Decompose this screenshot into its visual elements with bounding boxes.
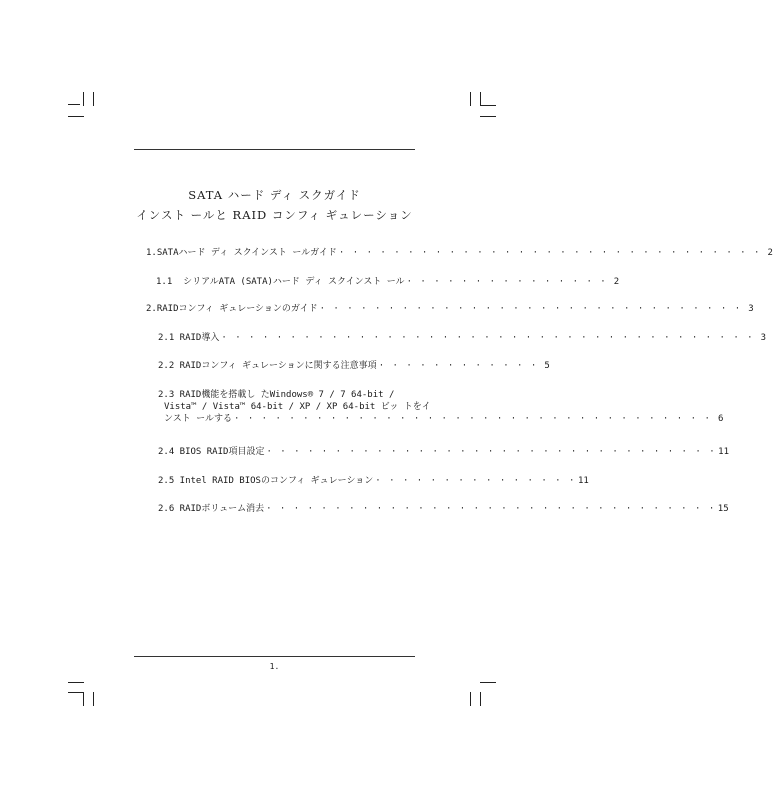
page-number: 1. (269, 662, 280, 671)
toc-entry-text: 2.RAIDコンフィ ギュレーションのガイド (146, 304, 318, 314)
toc-entry-page: 11 (718, 447, 729, 457)
header-rule (134, 149, 415, 150)
toc-entry[interactable] (158, 446, 729, 458)
toc-entry[interactable] (146, 247, 773, 259)
toc-leader: · · · · · · · · · · · · · · · · · · · · · · · · · · · · · · · · · · · (233, 414, 712, 424)
toc-entry[interactable] (158, 475, 589, 487)
toc-entry-text-line-3: ンスト ールする (164, 414, 232, 424)
crop-mark-top-right (480, 116, 496, 117)
crop-mark-top-right (480, 92, 481, 106)
crop-mark-bottom-left (93, 692, 94, 706)
crop-mark-bottom-right (480, 682, 496, 683)
toc-entry-page: 5 (544, 361, 550, 371)
toc-entry[interactable] (158, 360, 550, 372)
crop-mark-bottom-left (68, 692, 84, 693)
toc-leader: · · · · · · · · · · · · · · · · · · · · · · · · · · · · · · · · · (266, 504, 716, 514)
toc-entry-text: 2.5 Intel RAID BIOSのコンフィ ギュレーション (158, 476, 374, 486)
toc-entry-page: 6 (717, 414, 724, 424)
toc-entry[interactable] (158, 332, 767, 344)
crop-mark-bottom-right (470, 692, 471, 706)
toc-entry-text: 2.2 RAIDコンフィ ギュレーションに関する注意事項 (158, 361, 377, 371)
crop-mark-top-right (470, 92, 471, 106)
crop-mark-top-left (68, 116, 84, 117)
toc-entry-page: 3 (760, 333, 767, 343)
toc-leader: · · · · · · · · · · · · · · · · · · · · · · · · · · · · · · · · · (266, 447, 717, 457)
toc-entry-multiline[interactable] (158, 389, 724, 425)
footer-rule (134, 656, 415, 657)
toc-leader: · · · · · · · · · · · · · · · (375, 476, 576, 486)
toc-leader: · · · · · · · · · · · · · · · · · · · · · · · · · · · · · · · (338, 248, 761, 258)
crop-mark-bottom-left (68, 682, 84, 683)
toc-leader: · · · · · · · · · · · · · · · · · · · · · · · · · · · · · · · (319, 304, 742, 314)
toc-entry-text: 2.3 RAID機能を搭載し たWindows® 7 / 7 64-bit / (158, 390, 395, 400)
toc-entry-page: 2 (613, 277, 620, 287)
toc-entry-text: 1.SATAハード ディ スクインスト ールガイド (146, 248, 337, 258)
toc-entry-text: 2.6 RAIDボリューム消去 (158, 504, 265, 514)
crop-mark-top-left (93, 92, 94, 106)
toc-entry-page: 2 (767, 248, 773, 258)
toc-entry-page: 11 (577, 476, 589, 486)
crop-mark-top-left (68, 104, 80, 105)
toc-entry-page: 3 (748, 304, 754, 314)
crop-mark-bottom-right (480, 692, 481, 706)
crop-mark-bottom-left (83, 692, 84, 706)
title-line-2: インスト ールと RAID コンフィ ギュレーション (136, 208, 413, 222)
toc-leader: · · · · · · · · · · · · · · · · · · · · · · · · · · · · · · · · · · · · · · · (221, 333, 755, 343)
toc-entry[interactable] (158, 503, 729, 515)
crop-mark-top-right (480, 105, 496, 106)
toc-entry-page: 15 (717, 504, 729, 514)
toc-leader: · · · · · · · · · · · · (378, 361, 538, 371)
crop-mark-top-left (83, 92, 84, 106)
toc-entry-text-line-2: Vista™ / Vista™ 64-bit / XP / XP 64-bit ビッ トをイ (164, 402, 431, 412)
title-line-1: SATA ハード ディ スクガイド (188, 188, 361, 202)
toc-entry[interactable] (156, 276, 620, 288)
toc-leader: · · · · · · · · · · · · · · · (406, 277, 608, 287)
toc-entry-text: 2.1 RAID導入 (158, 333, 220, 343)
toc-entry-text: 1.1 シリアルATA (SATA)ハード ディ スクインスト ール (156, 277, 405, 287)
toc-entry[interactable] (146, 303, 754, 315)
toc-entry-text: 2.4 BIOS RAID項目設定 (158, 447, 265, 457)
